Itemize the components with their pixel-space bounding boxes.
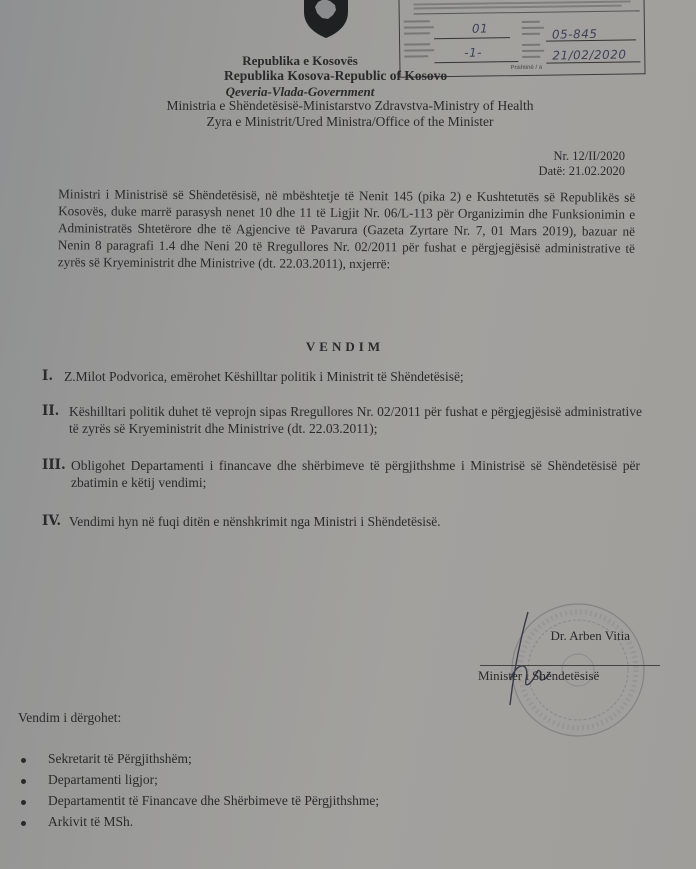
stamp-header	[414, 0, 640, 15]
distribution-title: Vendim i dërgohet:	[18, 710, 122, 725]
distribution-item-text: Departamenti ligjor;	[48, 772, 158, 787]
stamp-date-value: 21/02/2020	[552, 47, 627, 63]
header-government: Qeveria-Vlada-Government	[225, 84, 375, 99]
article-number: I.	[42, 368, 54, 384]
document-reference	[510, 149, 625, 179]
distribution-item-text: Sekretarit të Përgjithshëm;	[48, 751, 192, 766]
distribution-list	[18, 751, 518, 835]
distribution-item	[18, 814, 518, 835]
signer-title: Minister i Shëndetësisë	[478, 668, 600, 683]
decision-article	[42, 368, 642, 385]
decision-article	[42, 457, 640, 491]
article-number: II.	[42, 403, 60, 419]
bullet-icon	[21, 821, 26, 826]
header-ministry: Ministria e Shëndetësisë-Ministarstvo Zdravstva-Ministry of Health	[166, 98, 534, 113]
header-republic-trilingual: Republika Kosova-Republic of Kosovo	[224, 68, 448, 83]
article-text: Obligohet Departamenti i financave dhe shërbimeve të përgjithshme i Ministrisë së Shëndetësisë për zbatimin e këtij vendimi;	[71, 458, 640, 490]
decision-article	[42, 403, 642, 437]
stamp-protocol-number-value: 05-845	[551, 26, 598, 42]
distribution-item	[18, 772, 518, 793]
article-number: IV.	[42, 513, 62, 529]
article-text: Këshilltari politik duhet të veprojn sipas Rregullores Nr. 02/2011 për fushat e përgjegjësisë administrative të zyrës së Kryeministrit dhe Ministrive (dt. 22.03.2011);	[69, 404, 642, 436]
distribution-item	[18, 793, 518, 814]
distribution-item-text: Departamentit të Financave dhe Shërbimeve të Përgjithshme;	[48, 793, 380, 808]
preamble-text: Ministri i Ministrisë së Shëndetësisë, në mbështetje të Nenit 145 (pika 2) e Kushtetutës së Republikës së Kosovës, duke marrë parasysh nenet 10 dhe 11 të Ligjit Nr. 06/L-113 për Organizimin dhe Funksionimin e Administratës Shtetërore dhe të Agjencive të Pavarura (Gazeta Zyrtare Nr. 7, 01 Mars 2019), bazuar në Nenin 8 paragrafi 1.4 dhe Neni 20 të Rregullores Nr. 02/2011 për fushat e përgjegjësisë administrative të zyrës së Kryeministrit dhe Ministrive (dt. 22.03.2011), nxjerrë:	[57, 186, 636, 272]
article-number: III.	[42, 457, 66, 473]
signature-line	[480, 665, 660, 666]
distribution-item	[18, 751, 518, 772]
decision-article	[42, 513, 642, 530]
reference-number: Nr. 12/II/2020	[553, 149, 625, 163]
stamp-org-unit-value: 01	[471, 21, 489, 36]
signer-name: Dr. Arben Vitia	[550, 628, 630, 643]
stamp-place: Prishtinë / a	[510, 64, 543, 72]
kosovo-coat-of-arms-icon	[300, 0, 352, 40]
stamp-pages-value: -1-	[464, 45, 483, 60]
preamble-paragraph	[58, 185, 636, 274]
article-text: Vendimi hyn në fuqi ditën e nënshkrimit nga Ministri i Shëndetësisë.	[69, 514, 441, 529]
article-text: Z.Milot Podvorica, emërohet Këshilltar politik i Ministrit të Shëndetësisë;	[64, 369, 464, 384]
header-republic-albanian: Republika e Kosovës	[242, 53, 358, 68]
reference-date: Datë: 21.02.2020	[538, 164, 625, 178]
bullet-icon	[21, 800, 26, 805]
bullet-icon	[21, 758, 26, 763]
bullet-icon	[21, 779, 26, 784]
decision-title: VENDIM	[305, 339, 385, 354]
distribution-item-text: Arkivit të MSh.	[48, 814, 134, 829]
header-office: Zyra e Ministrit/Ured Ministra/Office of the Minister	[206, 114, 494, 129]
